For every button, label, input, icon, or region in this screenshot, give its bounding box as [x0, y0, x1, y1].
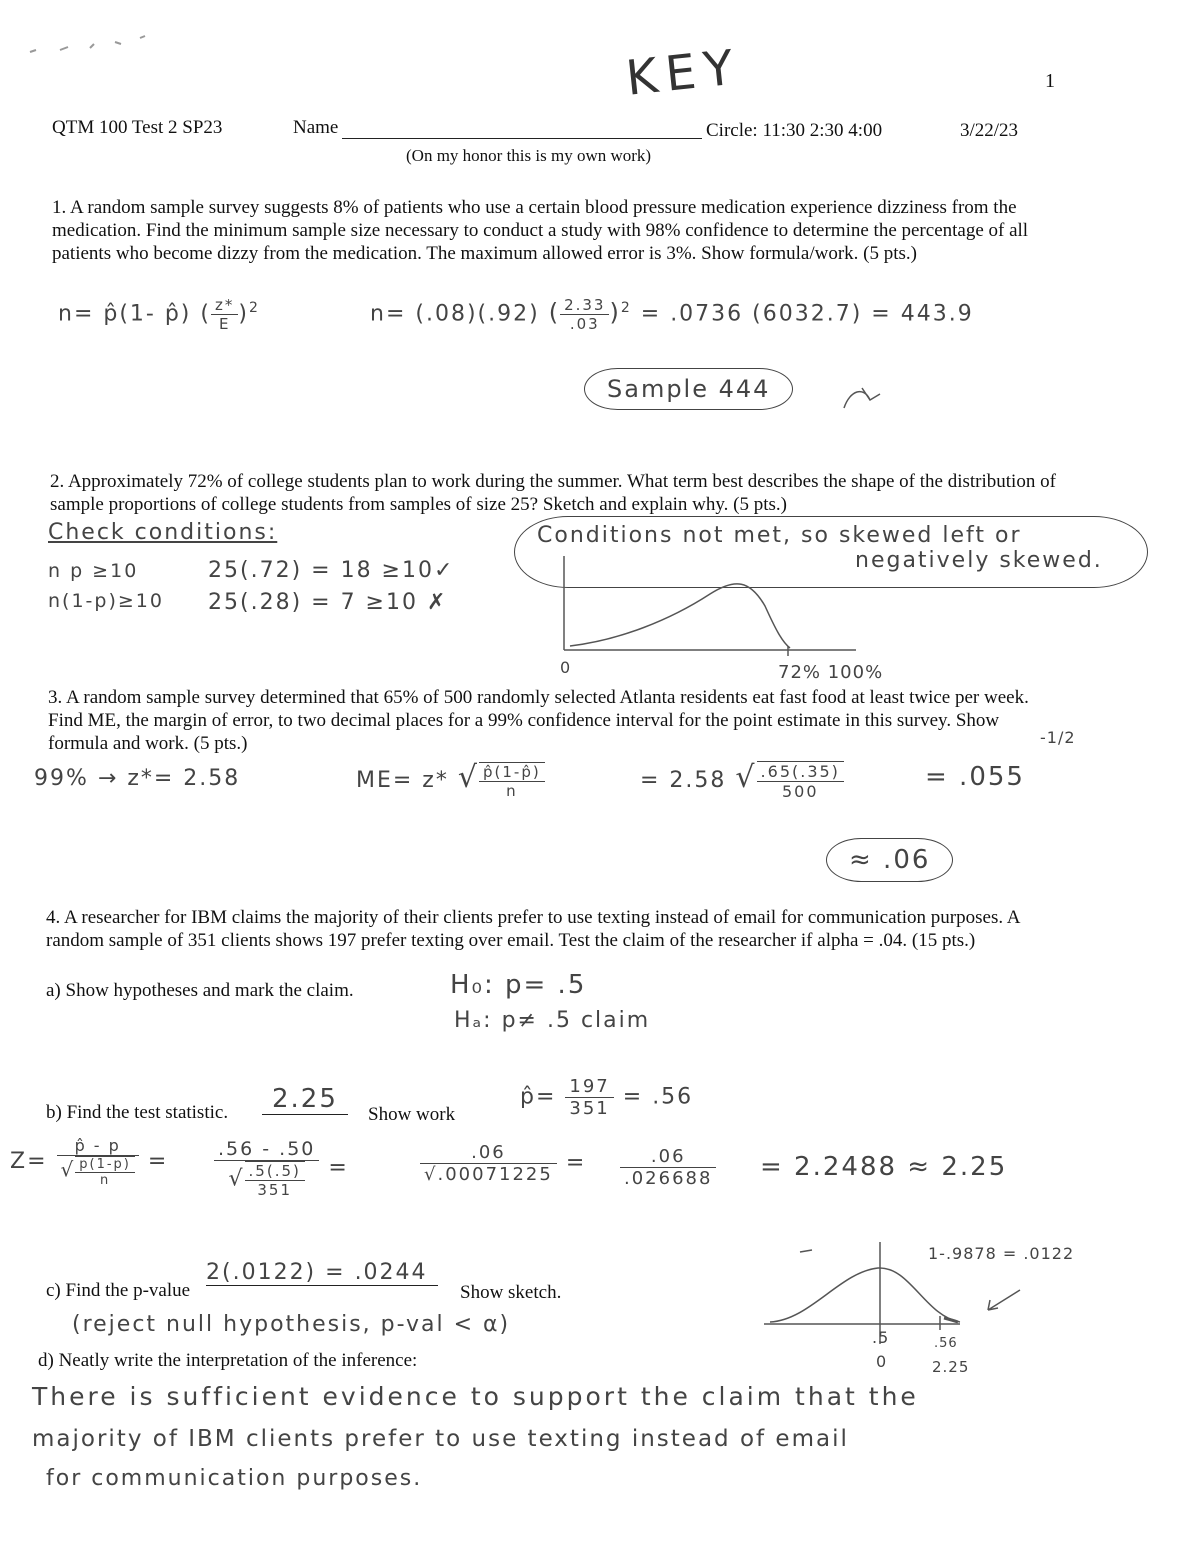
q4b-step-1: .56 - .50 √ $\frac{.5(.5)}{351}$ =: [214, 1138, 349, 1199]
name-label: Name: [293, 117, 339, 138]
q4c-normal-sketch: [760, 1236, 1020, 1346]
question-4-text: 4. A researcher for IBM claims the majority of their clients prefer to use texting instead of email for communication purposes. A random sample of 351 clients shows 197 prefer texting over email. Test the claim of the researcher if alpha = .04. (15 pts.): [46, 907, 1020, 951]
scan-marks: [20, 20, 220, 70]
q3-me-work: = 2.58 √ $\frac{.65(.35)}{500}$: [640, 760, 844, 801]
q2-calc-2: 25(.28) = 7 ≥10 ✗: [208, 590, 448, 615]
question-1-text: 1. A random sample survey suggests 8% of patients who use a certain blood pressure medication experience dizziness from the medication. Find the minimum sample size necessary to conduct a study with 98% confidence to determine the percentage of all patients who become dizzy from the medication. The maximum allowed error is 3%. Show formula/work. (5 pts.): [52, 197, 1029, 264]
honor-statement: (On my honor this is my own work): [406, 146, 652, 165]
section-circle-label: Circle: 11:30 2:30 4:00: [706, 120, 883, 141]
q1-answer: Sample 444: [584, 368, 793, 410]
q3-critical-value: 99% → z*= 2.58: [34, 766, 241, 791]
q4a-null-hypothesis: H₀: p= .5: [450, 970, 587, 1000]
q4b-show-work: Show work: [368, 1104, 456, 1125]
q2-explanation-line-1: Conditions not met, so skewed left or: [537, 523, 1022, 548]
q1-formula-left: n= p̂(1- p̂): [58, 301, 192, 327]
q3-me-formula: ME= z* √ $\frac{p̂(1-p̂)}{n}$: [356, 760, 545, 800]
q1-formula-fraction: $\frac{z*}{E}$: [211, 296, 238, 333]
q2-skew-sketch: [560, 550, 860, 660]
q4c-show-sketch: Show sketch.: [460, 1282, 562, 1303]
q1-work-prefix: n= (.08)(.92): [370, 301, 540, 327]
q4b-phat: p̂= $\frac{197}{351}$ = .56: [520, 1076, 694, 1119]
q4d-interpretation-2: majority of IBM clients prefer to use texting instead of email: [32, 1426, 849, 1452]
question-2-text: 2. Approximately 72% of college students plan to work during the summer. What term best describes the shape of the distribution of sample proportions of college students from samples of size 25? Sketch and explain why. (5 pts.): [50, 471, 1056, 515]
test-date: 3/22/23: [960, 120, 1019, 141]
q4c-label: c) Find the p-value: [46, 1280, 191, 1301]
q4c-sketch-center: .5: [872, 1328, 890, 1347]
q4b-step-2: $\frac{.06}{√.00071225}$ =: [420, 1142, 586, 1185]
q1-arrow-mark: [840, 380, 890, 420]
q4c-sketch-zero: 0: [876, 1352, 888, 1371]
key-mark: KEY: [623, 39, 744, 107]
q4a-alt-hypothesis: Hₐ: p≠ .5 claim: [454, 1008, 651, 1033]
q4d-label: d) Neatly write the interpretation of the inference:: [38, 1350, 418, 1371]
q3-me-fraction: $\frac{p̂(1-p̂)}{n}$: [479, 762, 545, 800]
q2-condition-1: n p ≥10: [48, 560, 139, 582]
q3-margin-mark: -1/2: [1040, 728, 1076, 747]
course-title: QTM 100 Test 2 SP23: [52, 117, 223, 138]
q3-result: = .055: [925, 762, 1025, 792]
q4d-interpretation-1: There is sufficient evidence to support the claim that the: [32, 1382, 919, 1411]
q1-formula: n= p̂(1- p̂) ( $\frac{z*}{E}$ )$^2$: [58, 296, 260, 333]
q2-condition-2: n(1-p)≥10: [48, 590, 164, 612]
q4c-reject-note: (reject null hypothesis, p-val < α): [72, 1312, 511, 1337]
q4c-tail-calc: 1-.9878 = .0122: [928, 1244, 1075, 1263]
q2-axis-zero: 0: [560, 658, 572, 677]
q4c-sketch-value-2: 2.25: [932, 1358, 970, 1376]
q2-check-heading: Check conditions:: [48, 520, 278, 545]
q4d-interpretation-3: for communication purposes.: [46, 1466, 423, 1491]
q3-work-fraction: $\frac{.65(.35)}{500}$: [757, 761, 844, 801]
q4b-step-result: = 2.2488 ≈ 2.25: [760, 1152, 1008, 1182]
q4a-label: a) Show hypotheses and mark the claim.: [46, 980, 354, 1001]
q4c-answer: 2(.0122) = .0244: [206, 1260, 438, 1286]
q3-answer: ≈ .06: [826, 838, 953, 882]
q2-calc-1: 25(.72) = 18 ≥10✓: [208, 558, 455, 583]
q4c-sketch-value-1: .56: [934, 1336, 958, 1351]
q1-work-fraction: $\frac{2.33}{.03}$: [560, 296, 609, 333]
question-3-text: 3. A random sample survey determined that 65% of 500 randomly selected Atlanta residents eat fast food at least twice per week. Find ME, the margin of error, to two decimal places for a 99% confidence interval for the point estimate in this survey. Show formula and work. (5 pts.): [48, 687, 1029, 754]
q1-work: n= (.08)(.92) ( $\frac{2.33}{.03}$ )$^2$ = .0736 (6032.7) = 443.9: [370, 296, 974, 333]
q2-explanation-line-2: negatively skewed.: [855, 548, 1103, 573]
q4b-answer: 2.25: [262, 1084, 348, 1115]
q4b-label: b) Find the test statistic.: [46, 1102, 229, 1123]
q4b-z-formula: Z= p̂ - p √ $\frac{p(1-p)}{n}$ =: [10, 1136, 169, 1188]
name-blank: [342, 118, 702, 139]
q1-work-rest: = .0736 (6032.7) = 443.9: [640, 301, 974, 327]
q2-axis-labels: 72% 100%: [778, 662, 884, 683]
page-number: 1: [1045, 70, 1055, 92]
q4b-step-3: $\frac{.06}{.026688}$: [620, 1146, 716, 1189]
